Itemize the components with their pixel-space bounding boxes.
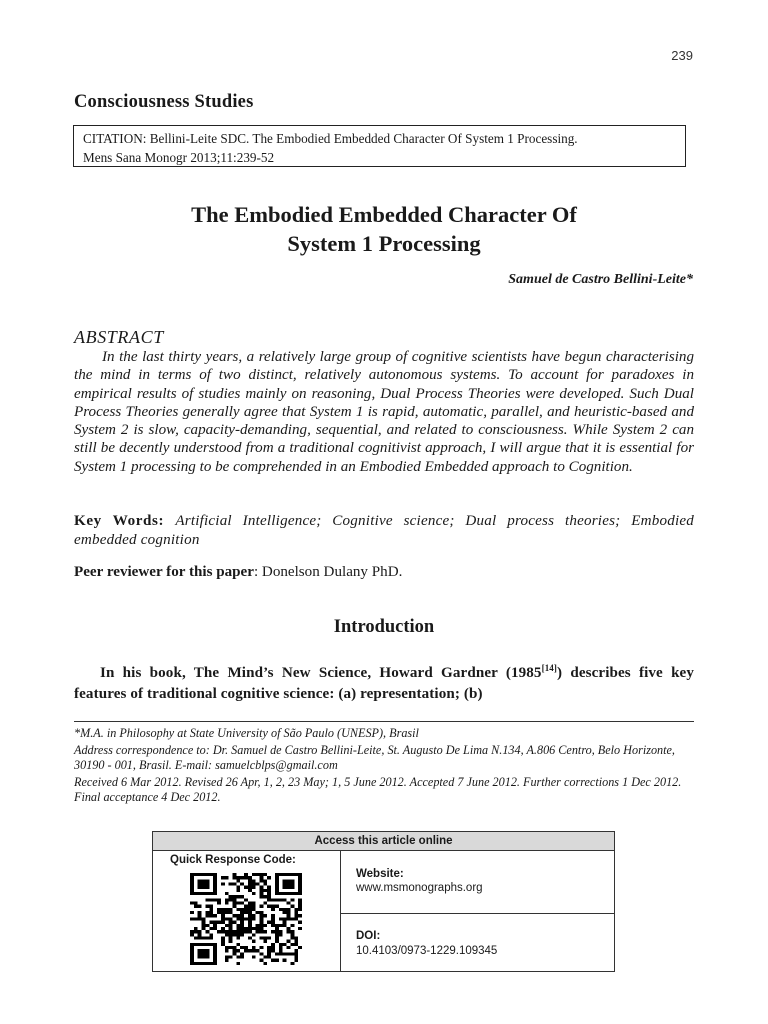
author-name: Samuel de Castro Bellini-Leite*: [508, 272, 693, 287]
paper-title: [0, 200, 768, 258]
page-number: 239: [671, 48, 693, 63]
peer-reviewer: Peer reviewer for this paper: Donelson Dulany PhD.: [74, 564, 403, 580]
reference-link[interactable]: [14]: [541, 663, 557, 673]
abstract-heading: ABSTRACT: [74, 327, 164, 347]
introduction-heading: Introduction: [333, 617, 435, 637]
citation-line-2: Mens Sana Monogr 2013;11:239-52: [83, 149, 275, 165]
citation-line-1: CITATION: Bellini-Leite SDC. The Embodied Embedded Character Of System 1 Processing.: [83, 131, 578, 146]
footnote-affiliation: *M.A. in Philosophy at State University of São Paulo (UNESP), Brasil: [74, 726, 419, 740]
footnote-divider: [74, 721, 694, 722]
abstract-body: In the last thirty years, a relatively large group of cognitive scientists have begun characterising the mind in terms of two distinct, relatively autonomous systems. To account for paradoxes in empirical results of studies mainly on reasoning, Dual Process Theories were developed. Such Dual Process Theories generally agree that System 1 is rapid, automatic, parallel, and heuristic-based and System 2 is slow, capacity-demanding, sequential, and related to consciousness. While System 2 can still be decently understood from a traditional cognitivist approach, I will argue that it is essential for System 1 processing to be comprehended in an Embodied Embedded approach to Cognition.: [74, 349, 694, 475]
keywords-label: Key Words: [74, 513, 159, 529]
introduction-text-end: ) describes five key features of traditional cognitive science: (a) representation; (b): [74, 665, 695, 703]
citation-box: [73, 125, 686, 167]
keywords: Key Words: Artificial Intelligence; Cognitive science; Dual process theories; Embodied embedded cognition: [74, 513, 695, 548]
paper-title-line-2: System 1 Processing: [287, 231, 481, 256]
introduction-text-start: In his book, The Mind’s New Science, Howard Gardner (1985: [100, 665, 542, 682]
qr-code-icon: [190, 873, 302, 965]
footnotes: [74, 726, 694, 807]
doi-cell: [341, 914, 614, 971]
introduction-body: [74, 658, 694, 705]
website-link[interactable]: www.msmonographs.org: [356, 882, 483, 894]
keywords-value: Artificial Intelligence; Cognitive science; Dual process theories; Embodied embedded cognition: [74, 513, 695, 548]
qr-label: Quick Response Code:: [170, 854, 296, 866]
website-label: Website:: [356, 868, 404, 880]
section-title: Consciousness Studies: [74, 92, 254, 112]
peer-reviewer-value: Donelson Dulany PhD.: [261, 564, 403, 580]
footnote-dates: Received 6 Mar 2012. Revised 26 Apr, 1, 2, 23 May; 1, 5 June 2012. Accepted 7 June 2012. Further corrections 1 Dec 2012. Final acceptance 4 Dec 2012.: [74, 774, 682, 804]
doi-link[interactable]: 10.4103/0973-1229.109345: [356, 945, 498, 957]
paper-title-line-1: The Embodied Embedded Character Of: [191, 202, 577, 227]
access-article-box: [152, 831, 615, 972]
access-box-header: Access this article online: [153, 832, 614, 851]
footnote-address: Address correspondence to: Dr. Samuel de Castro Bellini-Leite, St. Augusto De Lima N.134, A.806 Centro, Belo Horizonte, 30190 - 001, Brasil. E-mail: samuelcblps@gmail.com: [74, 742, 675, 772]
doi-label: DOI:: [356, 930, 381, 942]
peer-reviewer-label: Peer reviewer for this paper: [74, 564, 254, 580]
website-cell: [341, 851, 614, 914]
qr-cell: [153, 851, 341, 971]
